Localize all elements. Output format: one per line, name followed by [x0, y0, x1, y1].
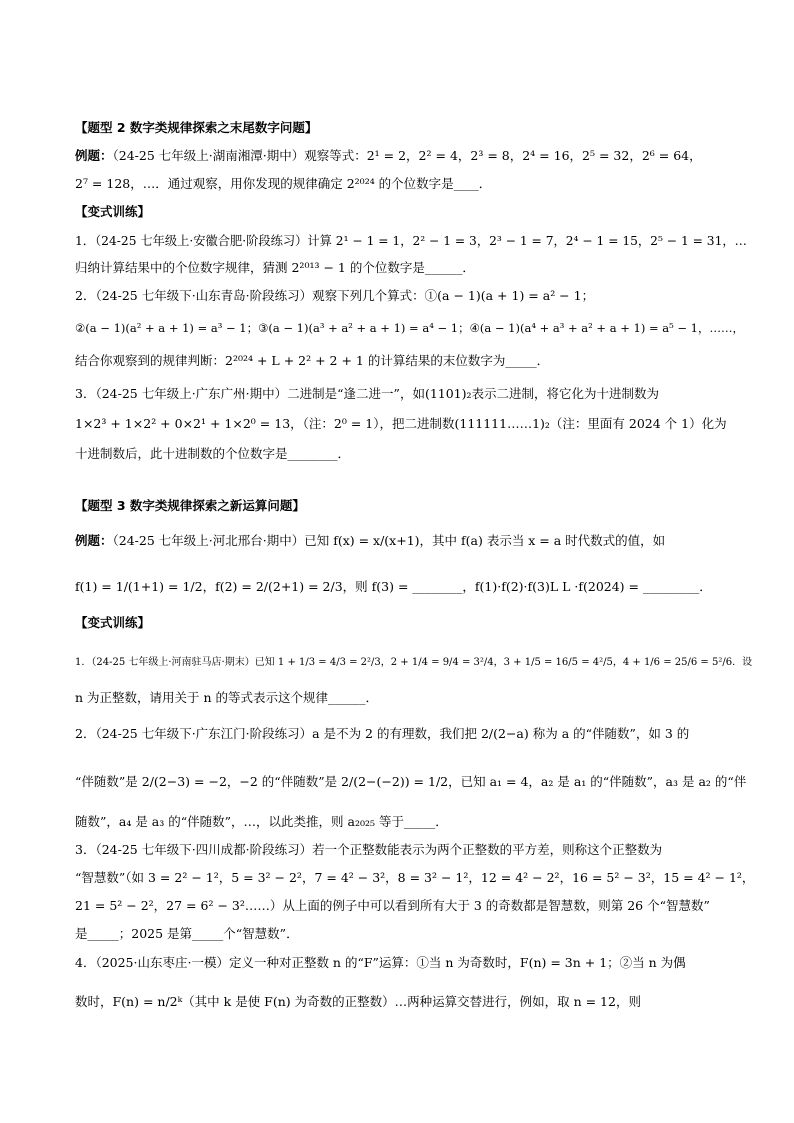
s3-q3-line-3: 21 = 5² − 2²，27 = 6² − 3²……）从上面的例子中可以看到所有大于 3 的奇数都是智慧数，则第 26 个“智慧数”	[75, 898, 710, 913]
s3-q1-line-2: n 为正整数，请用关于 n 的等式表示这个规律______．	[75, 690, 379, 705]
s3-q2-line-3: 随数”，a₄ 是 a₃ 的“伴随数”，…，以此类推，则 a₂₀₂₅ 等于_____．	[75, 814, 448, 829]
example-label: 例题：	[75, 533, 113, 548]
s3-q3-line-1: 3．（24-25 七年级下·四川成都·阶段练习）若一个正整数能表示为两个正整数的平方差，则称这个正整数为	[75, 842, 663, 857]
s3-q3-line-4: 是_____；2025 是第_____个“智慧数”．	[75, 926, 299, 941]
section-2-example-line-2: 2⁷ = 128，…．通过观察，用你发现的规律确定 2²⁰²⁴ 的个位数字是____．	[75, 176, 492, 191]
s3-q1-line-1: 1．（24-25 七年级上·河南驻马店·期末）已知 1 + 1/3 = 4/3 = 2²/3，2 + 1/4 = 9/4 = 3²/4，3 + 1/5 = 16/5 = 4²/5，4 + 1/6 = 25/6 = 5²/6．设	[75, 657, 753, 668]
s2-q2-line-3: 结合你观察到的规律判断：2²⁰²⁴ + L + 2² + 2 + 1 的计算结果的末位数字为_____．	[75, 353, 550, 368]
s2-q1-line-2: 归纳计算结果中的个位数字规律，猜测 2²⁰¹³ − 1 的个位数字是______．	[75, 260, 475, 275]
example-label: 例题：	[75, 148, 113, 163]
section-3-example-line-2: f(1) = 1/(1+1) = 1/2，f(2) = 2/(2+1) = 2/3，则 f(3) = ________，f(1)·f(2)·f(3)L L ·f(2024) = _________．	[75, 579, 712, 594]
s2-q3-line-1: 3．（24-25 七年级上·广东广州·期中）二进制是“逢二进一”，如(1101)₂表示二进制，将它化为十进制数为	[75, 386, 660, 401]
s3-q2-line-1: 2．（24-25 七年级下·广东江门·阶段练习）a 是不为 2 的有理数，我们把 2/(2−a) 称为 a 的“伴随数”，如 3 的	[75, 726, 690, 741]
section-2-heading: 【题型 2 数字类规律探索之末尾数字问题】	[75, 120, 318, 135]
s3-q4-line-2: 数时，F(n) = n/2ᵏ（其中 k 是使 F(n) 为奇数的正整数）…两种运算交替进行，例如，取 n = 12，则	[75, 994, 641, 1009]
s2-q3-line-3: 十进制数后，此十进制数的个位数字是________．	[75, 446, 351, 461]
s3-q4-line-1: 4．（2025·山东枣庄·一模）定义一种对正整数 n 的“F”运算：①当 n 为奇数时，F(n) = 3n + 1；②当 n 为偶	[75, 955, 686, 970]
s2-q1-line-1: 1．（24-25 七年级上·安徽合肥·阶段练习）计算 2¹ − 1 = 1，2² − 1 = 3，2³ − 1 = 7，2⁴ − 1 = 15，2⁵ − 1 = 31，…	[75, 234, 747, 248]
s3-q2-line-2: “伴随数”是 2/(2−3) = −2，−2 的“伴随数”是 2/(2−(−2)) = 1/2，已知 a₁ = 4，a₂ 是 a₁ 的“伴随数”，a₃ 是 a₂ 的“伴	[75, 774, 747, 789]
section-3-example-line-1	[75, 531, 665, 551]
s2-q2-line-2: ②(a − 1)(a² + a + 1) = a³ − 1；③(a − 1)(a³ + a² + a + 1) = a⁴ − 1；④(a − 1)(a⁴ + a³ + a² + a + 1) = a⁵ − 1，……，	[75, 321, 744, 335]
section-2-training-heading: 【变式训练】	[75, 204, 151, 219]
s3-q3-line-2: “智慧数”（如 3 = 2² − 1²，5 = 3² − 2²，7 = 4² − 3²，8 = 3² − 1²，12 = 4² − 2²，16 = 5² − 3²，15 = 4² − 1²，	[75, 870, 755, 885]
section-3-training-heading: 【变式训练】	[75, 615, 151, 630]
s2-q2-line-1: 2．（24-25 七年级下·山东青岛·阶段练习）观察下列几个算式：①(a − 1)(a + 1) = a² − 1；	[75, 288, 595, 303]
example-text: （24-25 七年级上·湖南湘潭·期中）观察等式：2¹ = 2，2² = 4，2³ = 8，2⁴ = 16，2⁵ = 32，2⁶ = 64，	[112, 148, 702, 163]
section-3-heading: 【题型 3 数字类规律探索之新运算问题】	[75, 498, 305, 513]
example-text: （24-25 七年级上·河北邢台·期中）已知 f(x) = x/(x+1)，其中 f(a) 表示当 x = a 时代数式的值，如	[112, 533, 666, 548]
section-2-example-line-1	[75, 146, 702, 166]
s2-q3-line-2: 1×2³ + 1×2² + 0×2¹ + 1×2⁰ = 13，（注：2⁰ = 1），把二进制数(111111……1)₂（注：里面有 2024 个 1）化为	[75, 416, 727, 431]
